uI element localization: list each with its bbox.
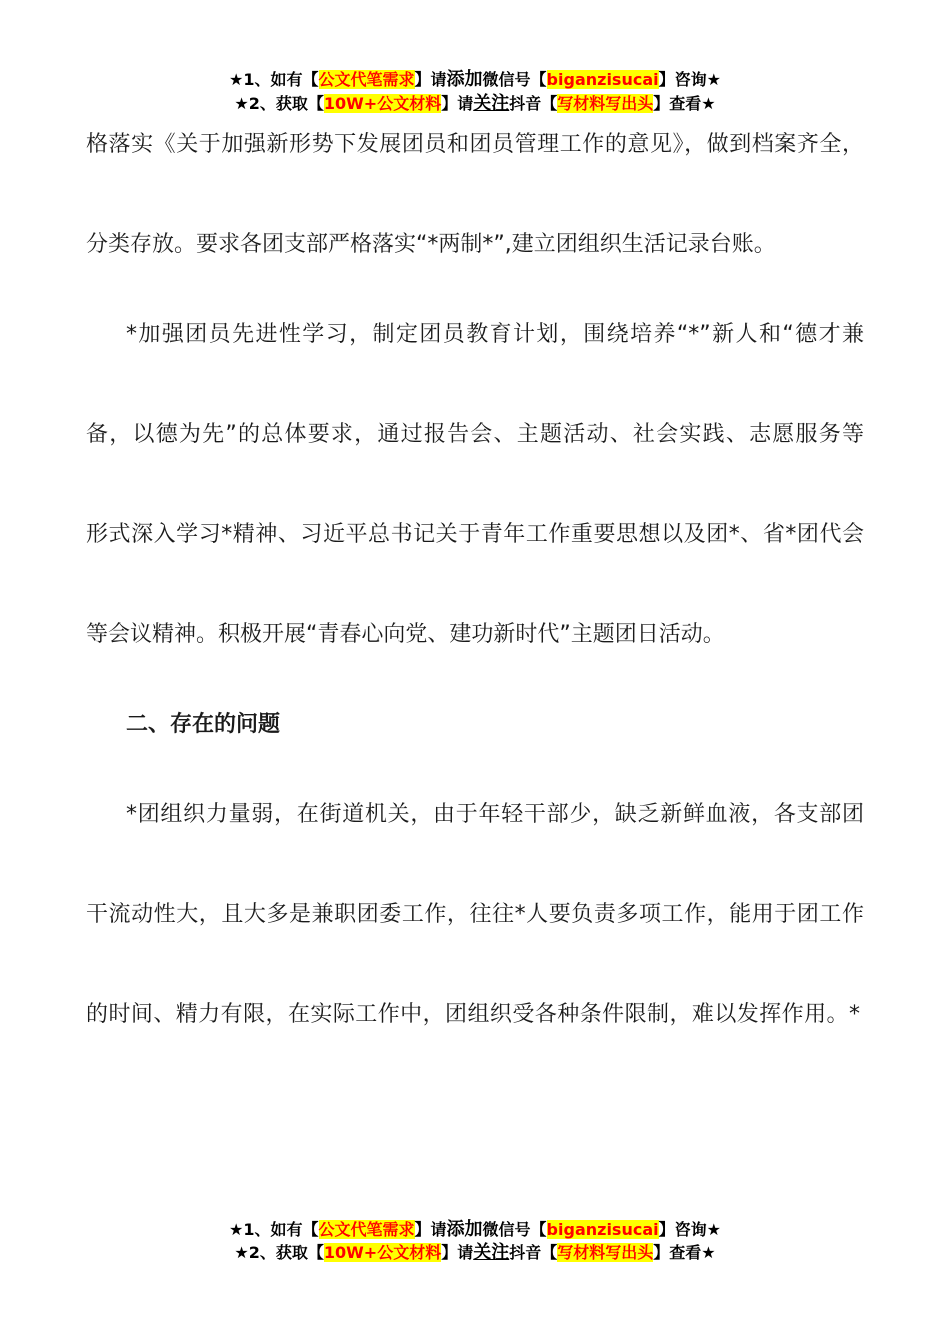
banner-highlight-service: 公文代笔需求 bbox=[318, 70, 415, 89]
section-heading: 二、存在的问题 bbox=[126, 712, 281, 737]
banner-text: 】请 bbox=[414, 1220, 447, 1239]
paragraph-3-line-1: *团组织力量弱，在街道机关，由于年轻干部少，缺乏新鲜血液，各支部团 bbox=[126, 802, 864, 827]
banner-highlight-service: 公文代笔需求 bbox=[318, 1220, 415, 1239]
paragraph-2-line-2: 备，以德为先”的总体要求，通过报告会、主题活动、社会实践、志愿服务等 bbox=[86, 422, 864, 447]
banner-emphasis: 添加 bbox=[446, 69, 483, 90]
banner-suffix: 】咨询★ bbox=[658, 70, 721, 89]
banner-suffix: 】咨询★ bbox=[658, 1220, 721, 1239]
paragraph-2-line-1: *加强团员先进性学习，制定团员教育计划，围绕培养“*”新人和“德才兼 bbox=[126, 322, 864, 347]
banner-emphasis: 关注 bbox=[473, 1242, 510, 1263]
banner-text: 】请 bbox=[441, 1243, 474, 1262]
banner-highlight-douyin-account: 写材料写出头 bbox=[557, 1243, 654, 1262]
banner-emphasis: 关注 bbox=[473, 93, 510, 114]
banner-prefix: ★2、获取【 bbox=[234, 94, 324, 113]
banner-text: 微信号【 bbox=[482, 70, 547, 89]
banner-highlight-wechat-id: biganzisucai bbox=[546, 70, 659, 89]
banner-highlight-douyin-account: 写材料写出头 bbox=[557, 94, 654, 113]
banner-highlight-materials: 10W+公文材料 bbox=[323, 94, 442, 113]
top-banner-line-1 bbox=[0, 69, 950, 91]
paragraph-3-line-3: 的时间、精力有限，在实际工作中，团组织受各种条件限制，难以发挥作用。* bbox=[86, 1002, 860, 1027]
paragraph-2-line-4: 等会议精神。积极开展“青春心向党、建功新时代”主题团日活动。 bbox=[86, 622, 725, 647]
banner-text: 抖音【 bbox=[509, 1243, 558, 1262]
bottom-banner-line-1 bbox=[0, 1219, 950, 1241]
banner-text: 】请 bbox=[414, 70, 447, 89]
paragraph-2-line-3: 形式深入学习*精神、习近平总书记关于青年工作重要思想以及团*、省*团代会 bbox=[86, 522, 864, 547]
bottom-banner-line-2 bbox=[0, 1242, 950, 1264]
banner-suffix: 】查看★ bbox=[653, 94, 716, 113]
banner-prefix: ★1、如有【 bbox=[229, 1220, 319, 1239]
paragraph-1-line-1: 格落实《关于加强新形势下发展团员和团员管理工作的意见》，做到档案齐全， bbox=[86, 132, 864, 157]
banner-prefix: ★1、如有【 bbox=[229, 70, 319, 89]
top-banner-line-2 bbox=[0, 93, 950, 115]
banner-prefix: ★2、获取【 bbox=[234, 1243, 324, 1262]
paragraph-1-line-2: 分类存放。要求各团支部严格落实“*两制*”,建立团组织生活记录台账。 bbox=[86, 232, 776, 257]
banner-text: 微信号【 bbox=[482, 1220, 547, 1239]
banner-highlight-wechat-id: biganzisucai bbox=[546, 1220, 659, 1239]
banner-emphasis: 添加 bbox=[446, 1219, 483, 1240]
banner-suffix: 】查看★ bbox=[653, 1243, 716, 1262]
banner-text: 抖音【 bbox=[509, 94, 558, 113]
banner-text: 】请 bbox=[441, 94, 474, 113]
paragraph-3-line-2: 干流动性大，且大多是兼职团委工作，往往*人要负责多项工作，能用于团工作 bbox=[86, 902, 864, 927]
banner-highlight-materials: 10W+公文材料 bbox=[323, 1243, 442, 1262]
